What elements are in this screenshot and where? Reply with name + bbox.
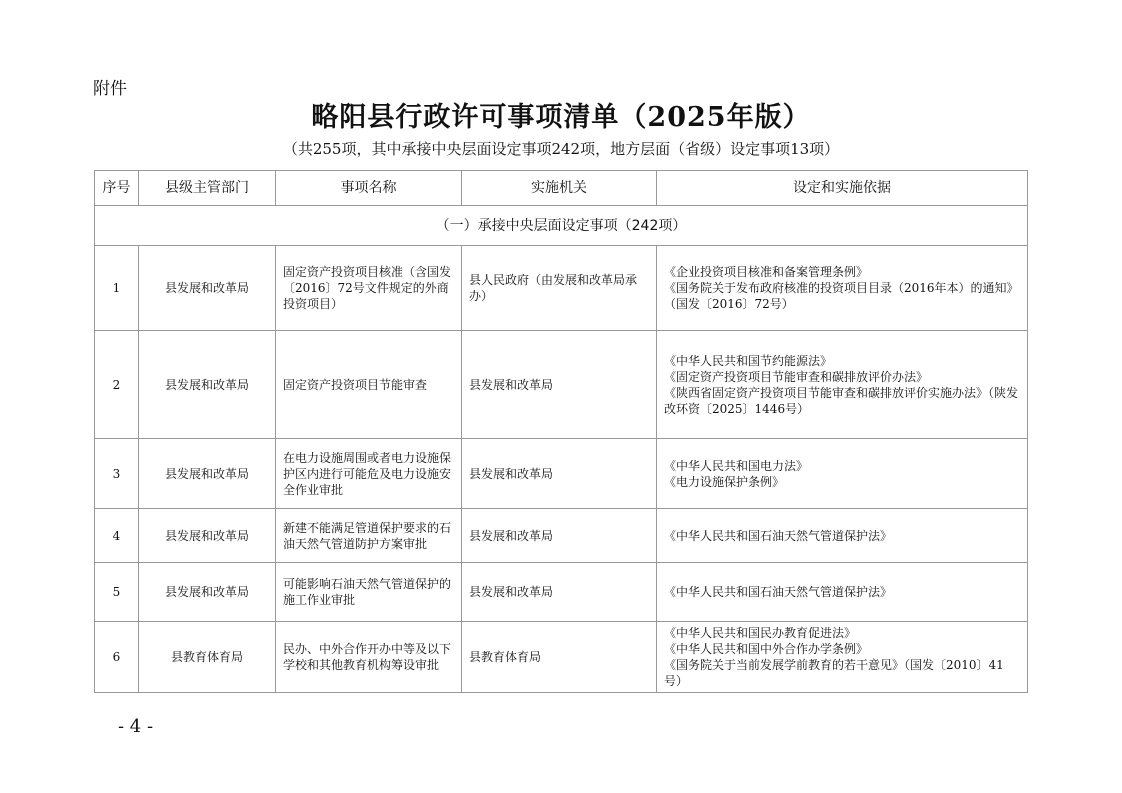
section-row (95, 206, 1028, 246)
row-number: 4 (95, 509, 139, 563)
basis-line: 《中华人民共和国民办教育促进法》 (664, 626, 857, 640)
document-subtitle: （共255项，其中承接中央层面设定事项242项，地方层面（省级）设定事项13项） (282, 140, 840, 158)
permit-table (94, 170, 1028, 693)
header-basis: 设定和实施依据 (657, 171, 1028, 206)
basis-line: 《中华人民共和国节约能源法》 (664, 353, 833, 368)
row-item-name: 固定资产投资项目节能审查 (276, 331, 462, 439)
row-dept: 县发展和改革局 (139, 246, 276, 331)
section-title: （一）承接中央层面设定事项（242项） (95, 206, 1028, 246)
table-row (95, 509, 1028, 563)
row-basis (657, 439, 1028, 509)
row-agency: 县发展和改革局 (462, 331, 657, 439)
basis-line: 《中华人民共和国中外合作办学条例》 (664, 642, 869, 656)
basis-line: 《国务院关于发布政府核准的投资项目目录（2016年本）的通知》（国发〔2016〕72号） (664, 281, 1019, 311)
basis-line: 《固定资产投资项目节能审查和碳排放评价办法》 (664, 369, 929, 384)
row-agency: 县教育体育局 (462, 622, 657, 693)
basis-line: 《企业投资项目核准和备案管理条例》 (664, 265, 869, 279)
row-basis (657, 563, 1028, 622)
row-item-name: 固定资产投资项目核准（含国发〔2016〕72号文件规定的外商投资项目） (276, 246, 462, 331)
row-agency: 县发展和改革局 (462, 439, 657, 509)
table-header-row (95, 171, 1028, 206)
row-agency: 县人民政府（由发展和改革局承办） (462, 246, 657, 331)
table-row (95, 563, 1028, 622)
row-basis (657, 331, 1028, 439)
basis-line: 《中华人民共和国石油天然气管道保护法》 (664, 585, 893, 599)
header-agency: 实施机关 (462, 171, 657, 206)
row-basis (657, 509, 1028, 563)
row-dept: 县发展和改革局 (139, 439, 276, 509)
row-number: 1 (95, 246, 139, 331)
document-title: 略阳县行政许可事项清单（2025年版） (311, 102, 811, 133)
row-item-name: 新建不能满足管道保护要求的石油天然气管道防护方案审批 (276, 509, 462, 563)
table-row (95, 622, 1028, 693)
row-number: 2 (95, 331, 139, 439)
basis-line: 《中华人民共和国电力法》 (664, 458, 809, 473)
table-row (95, 246, 1028, 331)
row-item-name: 可能影响石油天然气管道保护的施工作业审批 (276, 563, 462, 622)
header-dept: 县级主管部门 (139, 171, 276, 206)
row-basis (657, 246, 1028, 331)
row-dept: 县发展和改革局 (139, 563, 276, 622)
attachment-label: 附件 (93, 79, 127, 99)
basis-line: 《国务院关于当前发展学前教育的若干意见》（国发〔2010〕41号） (664, 658, 1004, 688)
basis-line: 《陕西省固定资产投资项目节能审查和碳排放评价实施办法》（陕发改环资〔2025〕1446号） (664, 385, 1019, 416)
basis-line: 《中华人民共和国石油天然气管道保护法》 (664, 528, 893, 543)
header-name: 事项名称 (276, 171, 462, 206)
row-number: 3 (95, 439, 139, 509)
row-item-name: 民办、中外合作开办中等及以下学校和其他教育机构筹设审批 (276, 622, 462, 693)
row-agency: 县发展和改革局 (462, 563, 657, 622)
header-no: 序号 (95, 171, 139, 206)
row-item-name: 在电力设施周围或者电力设施保护区内进行可能危及电力设施安全作业审批 (276, 439, 462, 509)
row-agency: 县发展和改革局 (462, 509, 657, 563)
basis-line: 《电力设施保护条例》 (664, 474, 785, 489)
row-dept: 县教育体育局 (139, 622, 276, 693)
row-basis (657, 622, 1028, 693)
table-row (95, 439, 1028, 509)
row-number: 5 (95, 563, 139, 622)
row-number: 6 (95, 622, 139, 693)
row-dept: 县发展和改革局 (139, 331, 276, 439)
row-dept: 县发展和改革局 (139, 509, 276, 563)
table-row (95, 331, 1028, 439)
page-number: - 4 - (118, 716, 154, 737)
